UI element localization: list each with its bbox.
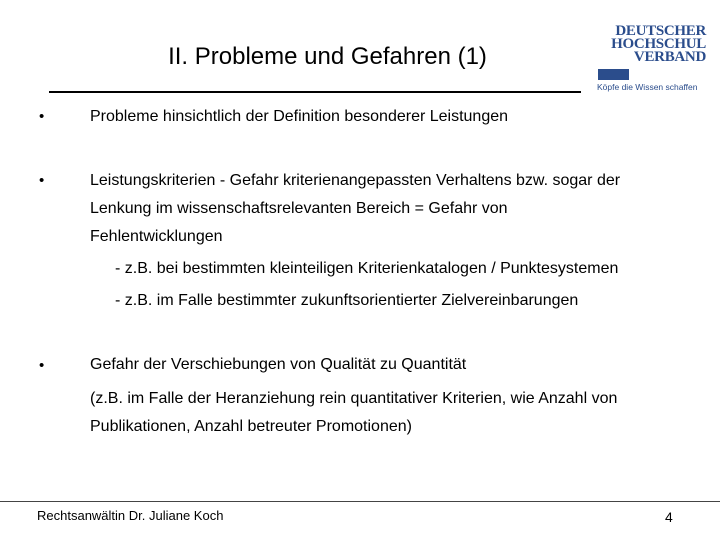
- bullet-3-line-1: Gefahr der Verschiebungen von Qualität zu Quantität: [90, 356, 467, 373]
- footer-divider: [0, 501, 720, 502]
- title-underline: [49, 91, 581, 93]
- bullet-2-sub-2: - z.B. im Falle bestimmter zukunftsorientierter Zielvereinbarungen: [115, 292, 579, 309]
- bullet-2-line-1: Leistungskriterien - Gefahr kriterienangepassten Verhaltens bzw. sogar der: [90, 172, 621, 189]
- bullet-2-line-2: Lenkung im wissenschaftsrelevanten Bereich = Gefahr von: [90, 200, 508, 217]
- page-number: 4: [665, 509, 673, 525]
- bullet-2-line-3: Fehlentwicklungen: [90, 228, 223, 245]
- logo-tagline: Köpfe die Wissen schaffen: [597, 82, 698, 92]
- bullet-2-sub-1: - z.B. bei bestimmten kleinteiligen Kriterienkatalogen / Punktesystemen: [115, 260, 619, 277]
- bullet-3-line-3: Publikationen, Anzahl betreuter Promotionen): [90, 418, 412, 435]
- logo-bar: [598, 69, 629, 80]
- bullet-3-line-2: (z.B. im Falle der Heranziehung rein quantitativer Kriterien, wie Anzahl von: [90, 390, 618, 407]
- logo-line-3: VERBAND: [633, 49, 706, 65]
- dhv-logo: [594, 18, 714, 98]
- footer-author: Rechtsanwältin Dr. Juliane Koch: [37, 508, 224, 523]
- bullet-2: •: [39, 172, 45, 189]
- logo-line-1: DEUTSCHER: [615, 23, 706, 39]
- bullet-3: •: [39, 357, 45, 374]
- logo-line-2: HOCHSCHUL: [611, 36, 706, 52]
- bullet-1-text: Probleme hinsichtlich der Definition besonderer Leistungen: [90, 108, 509, 125]
- bullet-1: •: [39, 108, 45, 125]
- slide-title: II. Probleme und Gefahren (1): [168, 43, 487, 70]
